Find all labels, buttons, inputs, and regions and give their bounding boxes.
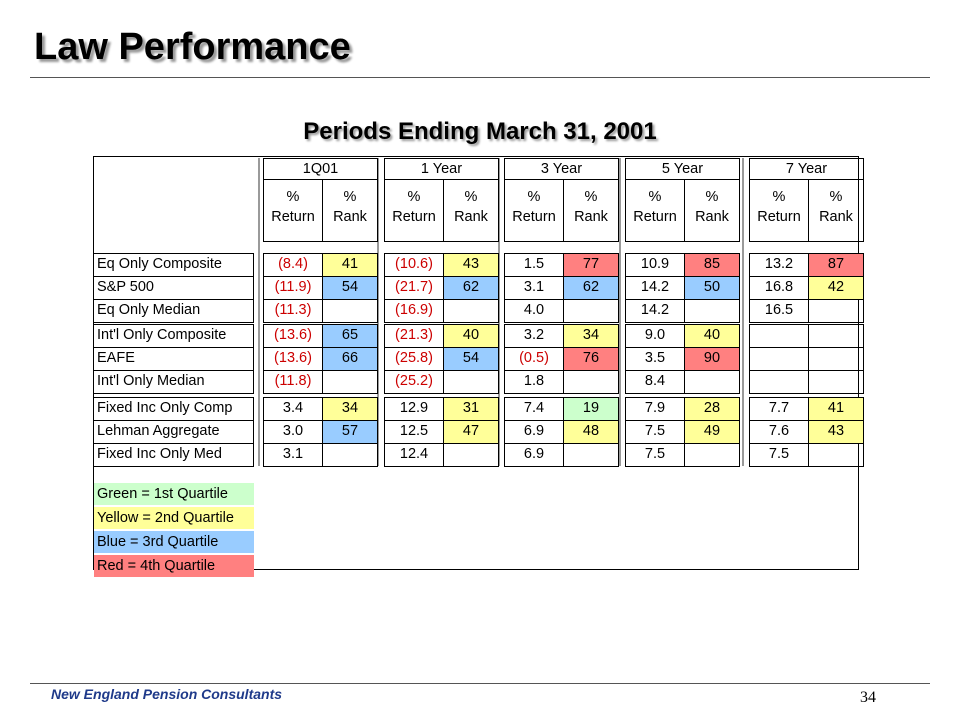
rank-cell: 54: [443, 347, 499, 371]
return-cell: 12.5: [384, 420, 444, 444]
return-header: [504, 179, 564, 242]
rank-cell: [563, 299, 619, 323]
return-cell: 7.5: [749, 443, 809, 467]
period-header: 3 Year: [504, 158, 619, 180]
return-header-line: %: [407, 189, 421, 205]
return-cell: 7.5: [625, 420, 685, 444]
rank-cell: 65: [322, 324, 378, 348]
period-header: 5 Year: [625, 158, 740, 180]
rank-cell: 34: [322, 397, 378, 421]
rank-cell: [443, 299, 499, 323]
return-cell: 8.4: [625, 370, 685, 394]
rank-cell: [808, 299, 864, 323]
rank-cell: [443, 443, 499, 467]
row-label: Int'l Only Composite: [93, 324, 254, 348]
rank-header-line: Rank: [574, 209, 608, 225]
return-cell: 3.1: [263, 443, 323, 467]
return-cell: 7.5: [625, 443, 685, 467]
return-header: [749, 179, 809, 242]
return-cell: 13.2: [749, 253, 809, 277]
legend-item: Blue = 3rd Quartile: [94, 531, 254, 553]
return-cell: (11.8): [263, 370, 323, 394]
rank-cell: 54: [322, 276, 378, 300]
return-cell: 16.8: [749, 276, 809, 300]
return-cell: (11.9): [263, 276, 323, 300]
rank-cell: 90: [684, 347, 740, 371]
rank-cell: 28: [684, 397, 740, 421]
rank-header-line: Rank: [454, 209, 488, 225]
return-header-line: Return: [633, 209, 677, 225]
return-cell: (21.7): [384, 276, 444, 300]
return-cell: (16.9): [384, 299, 444, 323]
rank-cell: [808, 324, 864, 348]
row-label: Eq Only Median: [93, 299, 254, 323]
page-number: 34: [860, 689, 876, 706]
column-separator: [619, 158, 621, 466]
return-header-line: Return: [392, 209, 436, 225]
return-header-line: Return: [512, 209, 556, 225]
return-cell: 7.9: [625, 397, 685, 421]
return-header-line: Return: [757, 209, 801, 225]
footer-divider: [30, 683, 930, 684]
rank-cell: [808, 347, 864, 371]
rank-cell: 34: [563, 324, 619, 348]
return-cell: 7.6: [749, 420, 809, 444]
return-header: [263, 179, 323, 242]
row-label: Eq Only Composite: [93, 253, 254, 277]
rank-header-line: %: [464, 189, 478, 205]
return-cell: [749, 370, 809, 394]
return-cell: [749, 324, 809, 348]
return-cell: (25.2): [384, 370, 444, 394]
row-label: EAFE: [93, 347, 254, 371]
rank-cell: 43: [808, 420, 864, 444]
return-cell: (0.5): [504, 347, 564, 371]
row-label: S&P 500: [93, 276, 254, 300]
legend-item: Red = 4th Quartile: [94, 555, 254, 577]
return-cell: 10.9: [625, 253, 685, 277]
legend-item: Yellow = 2nd Quartile: [94, 507, 254, 529]
rank-cell: [684, 299, 740, 323]
rank-cell: 43: [443, 253, 499, 277]
rank-cell: [443, 370, 499, 394]
column-separator: [258, 158, 260, 466]
column-separator: [742, 158, 744, 466]
return-header-line: %: [527, 189, 541, 205]
rank-cell: 42: [808, 276, 864, 300]
return-header-line: %: [772, 189, 786, 205]
return-cell: 14.2: [625, 276, 685, 300]
rank-cell: 47: [443, 420, 499, 444]
return-cell: [749, 347, 809, 371]
rank-cell: [684, 443, 740, 467]
rank-cell: [563, 443, 619, 467]
rank-header-line: Rank: [819, 209, 853, 225]
rank-header: [684, 179, 740, 242]
rank-cell: [563, 370, 619, 394]
rank-header-line: %: [343, 189, 357, 205]
rank-cell: 48: [563, 420, 619, 444]
return-cell: 3.5: [625, 347, 685, 371]
rank-header: [322, 179, 378, 242]
legend-item: Green = 1st Quartile: [94, 483, 254, 505]
return-header: [384, 179, 444, 242]
rank-cell: [322, 299, 378, 323]
rank-cell: 62: [443, 276, 499, 300]
return-cell: 6.9: [504, 443, 564, 467]
rank-cell: [322, 443, 378, 467]
return-cell: 3.0: [263, 420, 323, 444]
return-cell: 12.4: [384, 443, 444, 467]
return-cell: 1.8: [504, 370, 564, 394]
rank-header-line: %: [584, 189, 598, 205]
rank-cell: 62: [563, 276, 619, 300]
rank-cell: 40: [443, 324, 499, 348]
table-subtitle: Periods Ending March 31, 2001: [303, 118, 657, 145]
rank-cell: 87: [808, 253, 864, 277]
return-cell: 14.2: [625, 299, 685, 323]
return-cell: 12.9: [384, 397, 444, 421]
rank-cell: 85: [684, 253, 740, 277]
rank-header-line: %: [829, 189, 843, 205]
footer-organization: New England Pension Consultants: [51, 686, 283, 702]
return-cell: 3.1: [504, 276, 564, 300]
return-header: [625, 179, 685, 242]
return-cell: 7.4: [504, 397, 564, 421]
rank-cell: 41: [808, 397, 864, 421]
rank-cell: 76: [563, 347, 619, 371]
return-cell: 3.2: [504, 324, 564, 348]
row-label: Fixed Inc Only Med: [93, 443, 254, 467]
return-cell: (10.6): [384, 253, 444, 277]
return-cell: 4.0: [504, 299, 564, 323]
rank-cell: 41: [322, 253, 378, 277]
rank-cell: [322, 370, 378, 394]
return-cell: 1.5: [504, 253, 564, 277]
rank-cell: 49: [684, 420, 740, 444]
return-cell: 9.0: [625, 324, 685, 348]
return-header-line: %: [286, 189, 300, 205]
rank-header: [563, 179, 619, 242]
rank-header-line: Rank: [695, 209, 729, 225]
rank-header: [808, 179, 864, 242]
rank-cell: 50: [684, 276, 740, 300]
rank-cell: 66: [322, 347, 378, 371]
return-cell: 6.9: [504, 420, 564, 444]
period-header: 1Q01: [263, 158, 378, 180]
rank-cell: 19: [563, 397, 619, 421]
return-cell: 3.4: [263, 397, 323, 421]
return-cell: (13.6): [263, 324, 323, 348]
rank-header: [443, 179, 499, 242]
rank-cell: [808, 443, 864, 467]
row-label: Fixed Inc Only Comp: [93, 397, 254, 421]
rank-header-line: %: [705, 189, 719, 205]
return-cell: (25.8): [384, 347, 444, 371]
period-header: 7 Year: [749, 158, 864, 180]
rank-cell: 31: [443, 397, 499, 421]
return-header-line: %: [648, 189, 662, 205]
return-cell: (21.3): [384, 324, 444, 348]
return-header-line: Return: [271, 209, 315, 225]
title-divider: [30, 77, 930, 78]
row-label: Int'l Only Median: [93, 370, 254, 394]
return-cell: (8.4): [263, 253, 323, 277]
rank-cell: 40: [684, 324, 740, 348]
rank-cell: [808, 370, 864, 394]
rank-cell: 57: [322, 420, 378, 444]
period-header: 1 Year: [384, 158, 499, 180]
return-cell: 16.5: [749, 299, 809, 323]
return-cell: 7.7: [749, 397, 809, 421]
slide-title: Law Performance: [34, 26, 351, 68]
row-label: Lehman Aggregate: [93, 420, 254, 444]
rank-cell: [684, 370, 740, 394]
return-cell: (13.6): [263, 347, 323, 371]
return-cell: (11.3): [263, 299, 323, 323]
rank-header-line: Rank: [333, 209, 367, 225]
rank-cell: 77: [563, 253, 619, 277]
